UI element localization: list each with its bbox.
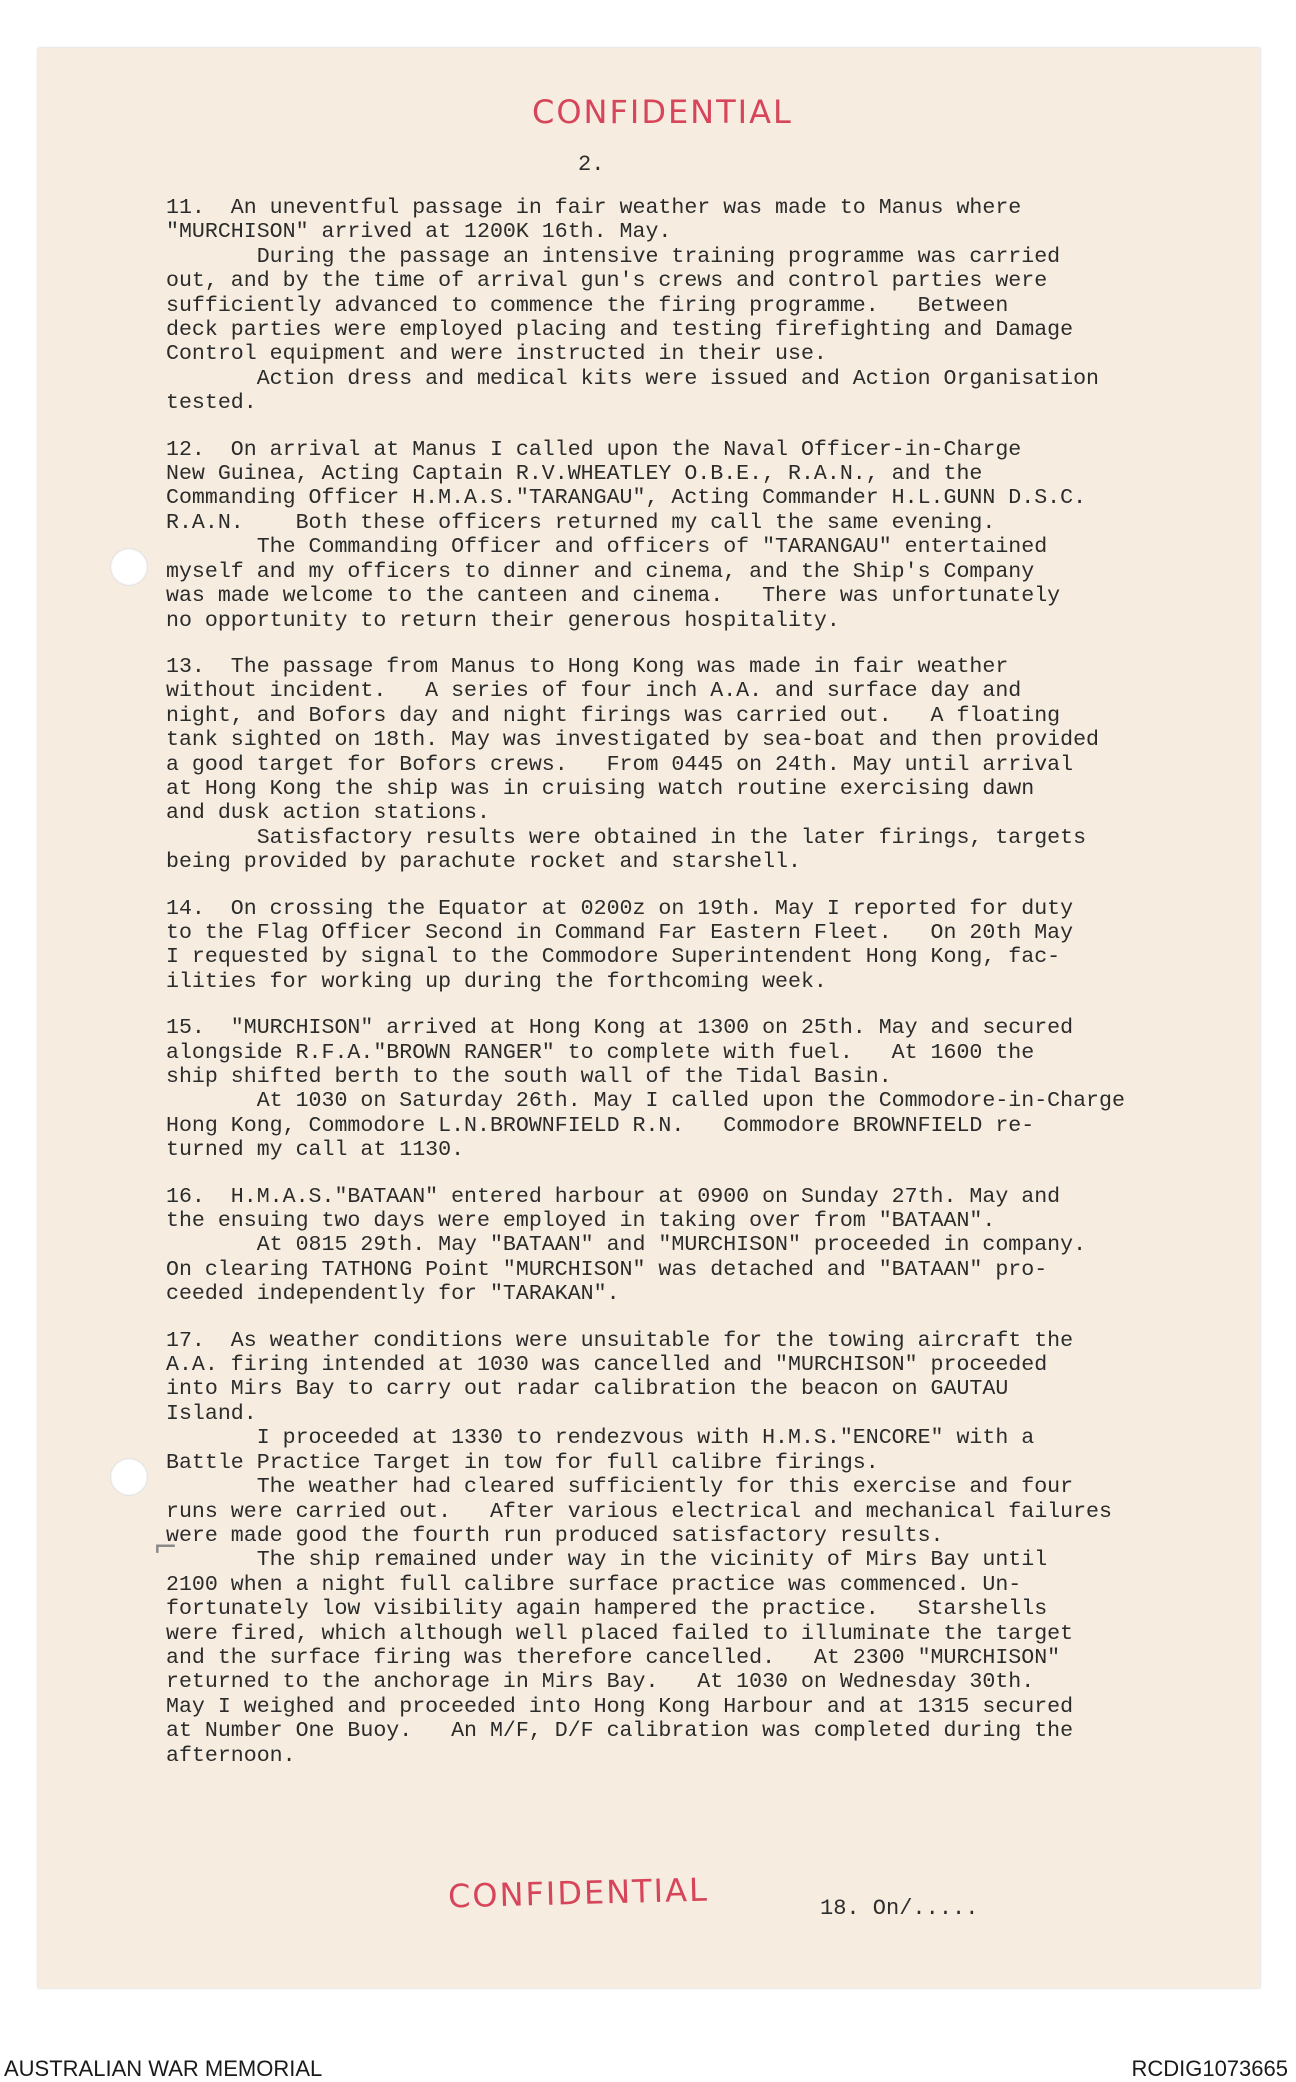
text-line: without incident. A series of four inch A.A. and surface day and <box>166 679 1022 704</box>
text-line: At 1030 on Saturday 26th. May I called upon the Commodore-in-Charge <box>166 1089 1125 1114</box>
text-line: 12. On arrival at Manus I called upon the Naval Officer-in-Charge <box>166 437 1022 462</box>
text-line: At 0815 29th. May "BATAAN" and "MURCHISON" proceeded in company. <box>166 1233 1087 1258</box>
text-line: 17. As weather conditions were unsuitable for the towing aircraft the <box>166 1328 1074 1353</box>
text-line: Island. <box>166 1401 257 1426</box>
confidential-stamp-top: CONFIDENTIAL <box>532 93 793 131</box>
text-line: Control equipment and were instructed in their use. <box>166 342 827 367</box>
text-line: 14. On crossing the Equator at 0200z on 19th. May I reported for duty <box>166 896 1074 921</box>
text-line: myself and my officers to dinner and cinema, and the Ship's Company <box>166 559 1035 584</box>
confidential-stamp-bottom: CONFIDENTIAL <box>447 1870 710 1916</box>
text-line: I requested by signal to the Commodore Superintendent Hong Kong, fac- <box>166 945 1061 970</box>
text-line: night, and Bofors day and night firings was carried out. A floating <box>166 703 1061 728</box>
text-line: Satisfactory results were obtained in the later firings, targets <box>166 825 1087 850</box>
text-line: to the Flag Officer Second in Command Far Eastern Fleet. On 20th May <box>166 920 1074 945</box>
text-line: I proceeded at 1330 to rendezvous with H.M.S."ENCORE" with a <box>166 1426 1035 1451</box>
paragraph-13 <box>166 655 1250 875</box>
text-line: fortunately low visibility again hampered the practice. Starshells <box>166 1597 1048 1622</box>
text-line: sufficiently advanced to commence the firing programme. Between <box>166 293 1009 318</box>
text-line: at Number One Buoy. An M/F, D/F calibration was completed during the <box>166 1719 1074 1744</box>
text-line: R.A.N. Both these officers returned my call the same evening. <box>166 510 996 535</box>
text-line: the ensuing two days were employed in taking over from "BATAAN". <box>166 1209 996 1234</box>
text-line: a good target for Bofors crews. From 0445 on 24th. May until arrival <box>166 752 1074 777</box>
text-line: The Commanding Officer and officers of "TARANGAU" entertained <box>166 535 1048 560</box>
text-line: were made good the fourth run produced satisfactory results. <box>166 1523 944 1548</box>
paragraph-12 <box>166 438 1250 633</box>
text-line: The ship remained under way in the vicinity of Mirs Bay until <box>166 1548 1048 1573</box>
punch-hole <box>110 1458 148 1496</box>
record-id: RCDIG1073665 <box>1131 2056 1288 2081</box>
text-line: Action dress and medical kits were issued and Action Organisation <box>166 366 1100 391</box>
punch-hole <box>110 548 148 586</box>
text-line: deck parties were employed placing and testing firefighting and Damage <box>166 318 1074 343</box>
text-line: runs were carried out. After various electrical and mechanical failures <box>166 1499 1112 1524</box>
pencil-margin-mark: ⌐ <box>153 1530 179 1565</box>
text-line: at Hong Kong the ship was in cruising watch routine exercising dawn <box>166 776 1035 801</box>
page-number: 2. <box>578 152 605 177</box>
text-line: 2100 when a night full calibre surface practice was commenced. Un- <box>166 1572 1022 1597</box>
text-line: A.A. firing intended at 1030 was cancelled and "MURCHISON" proceeded <box>166 1353 1048 1378</box>
text-line: returned to the anchorage in Mirs Bay. At 1030 on Wednesday 30th. <box>166 1670 1035 1695</box>
text-line: 15. "MURCHISON" arrived at Hong Kong at 1300 on 25th. May and secured <box>166 1016 1074 1041</box>
text-line: 13. The passage from Manus to Hong Kong was made in fair weather <box>166 654 1009 679</box>
text-line: alongside R.F.A."BROWN RANGER" to complete with fuel. At 1600 the <box>166 1040 1035 1065</box>
text-line: and dusk action stations. <box>166 801 490 826</box>
text-line: no opportunity to return their generous hospitality. <box>166 608 840 633</box>
text-line: 16. H.M.A.S."BATAAN" entered harbour at 0900 on Sunday 27th. May and <box>166 1184 1061 1209</box>
text-line: tank sighted on 18th. May was investigated by sea-boat and then provided <box>166 728 1100 753</box>
text-line: being provided by parachute rocket and starshell. <box>166 850 801 875</box>
text-line: out, and by the time of arrival gun's crews and control parties were <box>166 269 1048 294</box>
archive-name: AUSTRALIAN WAR MEMORIAL <box>4 2056 323 2081</box>
text-line: and the surface firing was therefore cancelled. At 2300 "MURCHISON" <box>166 1645 1061 1670</box>
text-line: 11. An uneventful passage in fair weather was made to Manus where <box>166 196 1022 220</box>
text-line: ceeded independently for "TARAKAN". <box>166 1282 620 1307</box>
text-line: "MURCHISON" arrived at 1200K 16th. May. <box>166 220 672 245</box>
paragraph-15 <box>166 1016 1250 1162</box>
text-line: During the passage an intensive training programme was carried <box>166 244 1061 269</box>
text-line: into Mirs Bay to carry out radar calibration the beacon on GAUTAU <box>166 1377 1009 1402</box>
paragraph-11 <box>166 196 1250 416</box>
paragraph-14 <box>166 897 1250 995</box>
text-line: The weather had cleared sufficiently for this exercise and four <box>166 1475 1074 1500</box>
document-body <box>166 196 1250 1790</box>
paragraph-17 <box>166 1329 1250 1768</box>
paragraph-16 <box>166 1185 1250 1307</box>
text-line: turned my call at 1130. <box>166 1138 465 1163</box>
text-line: tested. <box>166 391 257 416</box>
text-line: afternoon. <box>166 1743 296 1768</box>
text-line: Commanding Officer H.M.A.S."TARANGAU", Acting Commander H.L.GUNN D.S.C. <box>166 486 1087 511</box>
text-line: May I weighed and proceeded into Hong Kong Harbour and at 1315 secured <box>166 1694 1074 1719</box>
archive-footer <box>0 2056 1296 2081</box>
text-line: On clearing TATHONG Point "MURCHISON" was detached and "BATAAN" pro- <box>166 1257 1048 1282</box>
text-line: Hong Kong, Commodore L.N.BROWNFIELD R.N. Commodore BROWNFIELD re- <box>166 1113 1035 1138</box>
text-line: was made welcome to the canteen and cinema. There was unfortunately <box>166 584 1061 609</box>
text-line: New Guinea, Acting Captain R.V.WHEATLEY O.B.E., R.A.N., and the <box>166 462 983 487</box>
text-line: were fired, which although well placed failed to illuminate the target <box>166 1621 1074 1646</box>
continuation-reference: 18. On/..... <box>820 1896 979 1921</box>
text-line: ship shifted berth to the south wall of the Tidal Basin. <box>166 1065 892 1089</box>
text-line: Battle Practice Target in tow for full calibre firings. <box>166 1450 879 1475</box>
text-line: ilities for working up during the forthcoming week. <box>166 969 827 994</box>
